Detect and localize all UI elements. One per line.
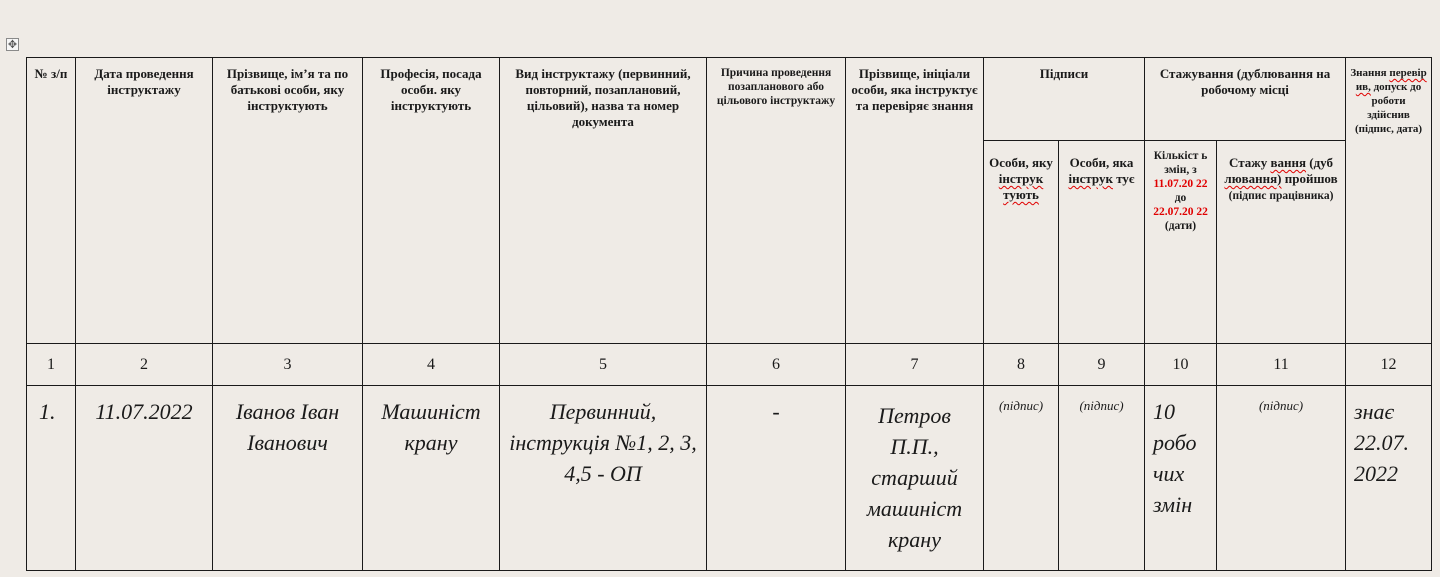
- header-reason: Причина проведення позапланового або цільового інструктажу: [707, 58, 846, 344]
- header-profession: Професія, посада особи. яку інструктують: [363, 58, 500, 344]
- header-number: № з/п: [27, 58, 76, 344]
- entry-instruction-type[interactable]: Первинний, інструкція №1, 2, 3, 4,5 - ОП: [500, 386, 707, 571]
- entry-instructor[interactable]: Петров П.П., старший машиніст крану: [846, 386, 984, 571]
- internship-date-from: 11.07.20 22: [1153, 178, 1208, 190]
- column-number: 10: [1145, 344, 1217, 386]
- header-row: [27, 58, 1432, 141]
- entry-profession[interactable]: Машиніст крану: [363, 386, 500, 571]
- entry-number[interactable]: 1.: [27, 386, 76, 571]
- column-number: 6: [707, 344, 846, 386]
- header-full-name: Прізвище, ім’я та по батькові особи, яку інструктують: [213, 58, 363, 344]
- header-instruction-type: Вид інструктажу (первинний, повторний, позаплановий, цільовий), назва та номер документа: [500, 58, 707, 344]
- column-number: 7: [846, 344, 984, 386]
- header-instructor: Прізвище, ініціали особи, яка інструктує та перевіряє знання: [846, 58, 984, 344]
- column-number: 3: [213, 344, 363, 386]
- column-number: 1: [27, 344, 76, 386]
- header-admission: Знання перевір ив, допуск до роботи здійснив (підпис, дата): [1346, 58, 1432, 344]
- table-row: [27, 386, 1432, 571]
- instruction-journal-table: [26, 57, 1432, 571]
- column-number: 9: [1059, 344, 1145, 386]
- header-signatures: Підписи: [984, 58, 1145, 141]
- entry-admission[interactable]: знає 22.07. 2022: [1346, 386, 1432, 571]
- column-number: 11: [1217, 344, 1346, 386]
- header-shift-count: Кількіст ь змін, з 11.07.20 22 до 22.07.20 22 (дати): [1145, 141, 1217, 344]
- header-date: Дата проведення інструктажу: [76, 58, 213, 344]
- column-number: 5: [500, 344, 707, 386]
- column-number: 12: [1346, 344, 1432, 386]
- table-move-handle-icon[interactable]: ✥: [7, 38, 18, 51]
- header-signature-instructor: Особи, яка інструк тує: [1059, 141, 1145, 344]
- entry-signature-instructor[interactable]: (підпис): [1059, 386, 1145, 571]
- column-number: 2: [76, 344, 213, 386]
- entry-signature-worker[interactable]: (підпис): [1217, 386, 1346, 571]
- header-signature-instructed: Особи, яку інструк тують: [984, 141, 1059, 344]
- column-number: 4: [363, 344, 500, 386]
- entry-signature-instructed[interactable]: (підпис): [984, 386, 1059, 571]
- entry-reason[interactable]: -: [707, 386, 846, 571]
- entry-full-name[interactable]: Іванов Іван Іванович: [213, 386, 363, 571]
- header-internship: Стажування (дублювання на робочому місці: [1145, 58, 1346, 141]
- internship-date-to: 22.07.20 22: [1153, 206, 1208, 218]
- column-number: 8: [984, 344, 1059, 386]
- column-number-row: [27, 344, 1432, 386]
- header-internship-passed: Стажу вання (дуб лювання) пройшов (підпис працівника): [1217, 141, 1346, 344]
- entry-shift-count[interactable]: 10 робо чих змін: [1145, 386, 1217, 571]
- entry-date[interactable]: 11.07.2022: [76, 386, 213, 571]
